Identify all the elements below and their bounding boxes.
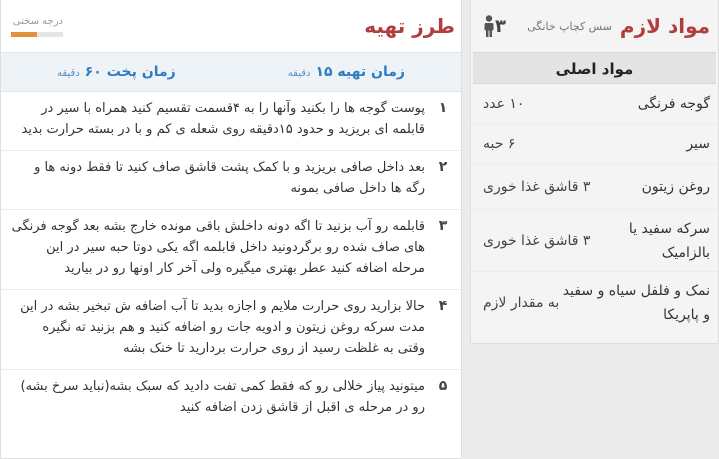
step-number: ۴ — [438, 298, 448, 314]
step-item — [1, 151, 461, 210]
cook-time — [57, 64, 176, 80]
step-item — [1, 92, 461, 151]
step-item — [1, 370, 461, 428]
step-text: پوست گوجه ها را بکنید وآنها را به ۴قسمت تقسیم کنید همراه با سیر در قابلمه ای بریزید و حدود ۱۵دقیقه روی شعله ی کم و با در بسته حرارت بدید — [21, 101, 425, 137]
step-number: ۳ — [438, 218, 448, 234]
difficulty-bar — [11, 32, 63, 37]
servings-value: ۳ — [495, 15, 506, 37]
ingredient-amount: ۳ قاشق غذا خوری — [483, 232, 591, 249]
step-text: میتونید پیاز خلالی رو که فقط کمی تفت دادید که سبک بشه(نباید سرخ بشه) رو در مرحله ی اقبل از قاشق زدن اضافه کنید — [20, 379, 425, 415]
prep-time-unit: دقیقه — [287, 68, 311, 79]
ingredient-row — [471, 124, 718, 164]
ingredient-amount: ۱۰ عدد — [483, 95, 525, 112]
ingredients-list — [471, 84, 718, 334]
ingredient-row — [471, 272, 718, 334]
step-text: قابلمه رو آب بزنید تا اگه دونه داخلش باقی مونده خارج بشه بعد گوجه فرنگی های صاف شده رو برگردونید داخل قابلمه اگه یکی دوتا حبه سیر در این مرحله اضافه کنید عطر بهتری میگیره ولی آخر کار اونها رو در بیارید — [11, 219, 425, 276]
step-item — [1, 210, 461, 290]
ingredient-amount: ۳ قاشق غذا خوری — [483, 178, 591, 195]
ingredient-name: سرکه سفید یا بالزامیک — [628, 220, 710, 261]
method-header — [1, 0, 461, 52]
ingredients-panel — [470, 0, 719, 344]
step-text: حالا بزارید روی حرارت ملایم و اجازه بدید تا آب اضافه ش تبخیر بشه در این مدت سرکه روغن زیتون و ادویه جات رو اضافه کنید و هم بزنید ته نگیره وقتی به غلظت رسید از روی حرارت بردارید تا خنک بشه — [20, 299, 425, 356]
difficulty-label: درجه سختی — [12, 15, 63, 27]
ingredient-name: سیر — [686, 135, 710, 152]
step-number: ۱ — [438, 100, 448, 116]
ingredient-row — [471, 84, 718, 124]
step-number: ۲ — [438, 159, 448, 175]
cook-time-unit: دقیقه — [57, 68, 80, 79]
step-number: ۵ — [438, 378, 448, 394]
main-ingredients-heading: مواد اصلی — [473, 52, 716, 84]
servings-count — [479, 15, 506, 37]
method-title: طرز تهیه — [364, 14, 455, 38]
ingredient-row — [471, 210, 718, 272]
ingredient-row — [471, 164, 718, 210]
prep-time-label: زمان تهیه ۱۵ — [315, 64, 405, 80]
time-bar — [1, 52, 461, 92]
difficulty-indicator — [11, 16, 63, 37]
ingredient-amount: به مقدار لازم — [483, 295, 560, 311]
steps-list — [1, 92, 461, 428]
cook-time-label: زمان پخت ۶۰ — [84, 64, 176, 80]
ingredient-name: نمک و فلفل سیاه و سفید و پاپریکا — [562, 283, 710, 323]
ingredients-title: مواد لازم — [619, 14, 710, 38]
step-text: بعد داخل صافی بریزید و با کمک پشت قاشق صاف کنید تا فقط دونه ها و رگه ها داخل صافی بمونه — [34, 160, 425, 196]
ingredients-header — [471, 0, 718, 52]
prep-time — [288, 64, 405, 80]
ingredient-amount: ۶ حبه — [483, 135, 516, 152]
person-icon — [483, 15, 495, 37]
ingredient-name: روغن زیتون — [641, 178, 710, 195]
difficulty-bar-fill — [11, 32, 37, 37]
recipe-name: سس کچاپ خانگی — [527, 19, 612, 33]
ingredient-name: گوجه فرنگی — [637, 95, 710, 112]
step-item — [1, 290, 461, 370]
